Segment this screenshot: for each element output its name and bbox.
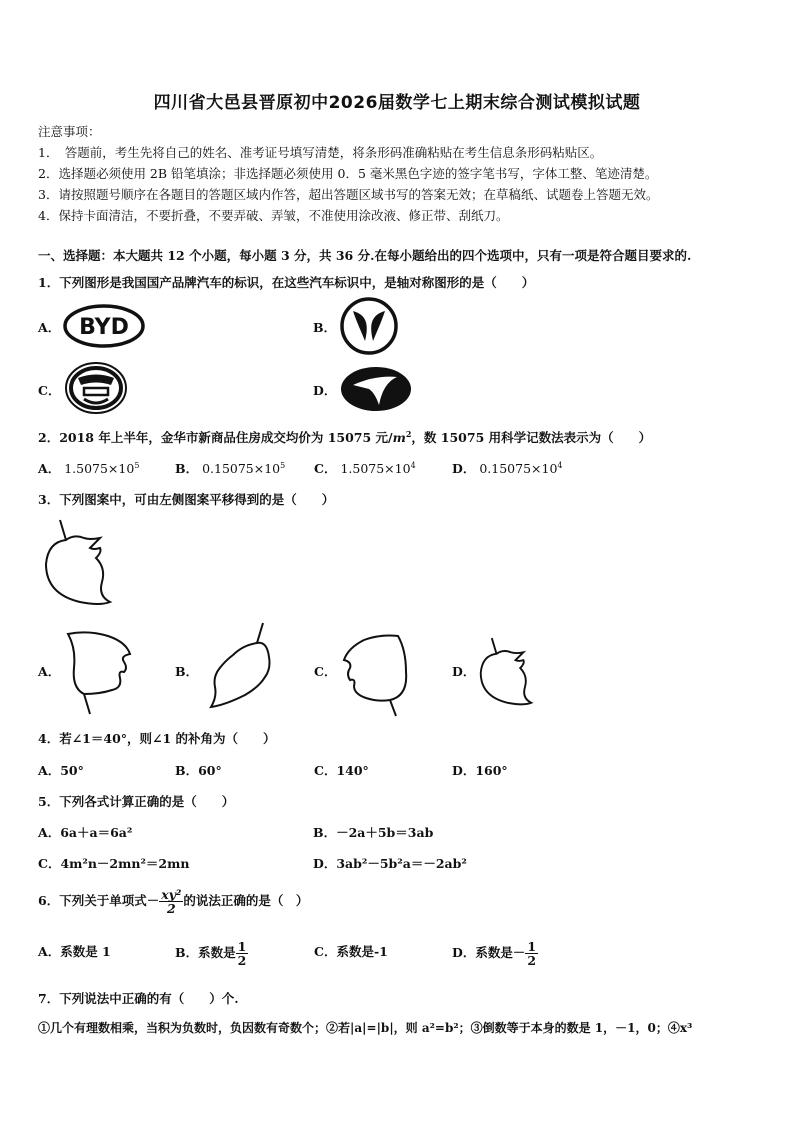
q6-option-d-fraction — [525, 940, 538, 967]
q1-label-b: B． — [313, 320, 337, 335]
q2-option-d — [452, 459, 563, 477]
q2-option-b-label: B． — [175, 461, 199, 476]
leaf-option-a-icon — [62, 628, 134, 716]
section-heading: 一、选择题：本大题共 12 个小题，每小题 3 分，共 36 分.在每小题给出的四个选项中，只有一项是符合题目要求的. — [38, 248, 692, 263]
notice-item-1: 1． 答题前，考生先将自己的姓名、准考证号填写清楚，将条形码准确粘贴在考生信息条形码粘贴区。 — [38, 145, 603, 160]
q6-option-c: C．系数是-1 — [314, 944, 388, 959]
brilliance-logo-icon — [64, 361, 128, 415]
haima-logo-icon — [339, 365, 413, 413]
q6-option-b-fraction — [236, 940, 249, 967]
q5-option-b: B．－2a＋5b＝3ab — [313, 825, 434, 840]
q6-option-b — [175, 940, 248, 967]
q1-label-c: C． — [38, 383, 61, 398]
q2-option-b-exp: 5 — [280, 460, 286, 470]
q6-option-a: A．系数是 1 — [38, 944, 111, 959]
q2-option-d-exp: 4 — [557, 460, 563, 470]
byd-logo-text: BYD — [79, 315, 129, 340]
q2-unit: m — [392, 430, 406, 445]
q6-option-d-den: 2 — [527, 953, 537, 969]
q2-option-d-label: D． — [452, 461, 476, 476]
q5-option-d: D．3ab²－5b²a＝－2ab² — [313, 856, 467, 871]
q6-option-b-den: 2 — [237, 953, 247, 969]
q4-option-a: A．50° — [38, 763, 84, 778]
q5-option-a: A．6a＋a＝6a² — [38, 825, 133, 840]
q3-label-d: D． — [452, 664, 476, 679]
q3-label-a: A． — [38, 664, 61, 679]
q6-option-b-text: B．系数是 — [175, 945, 236, 961]
q6-stem-a: 6．下列关于单项式－ — [38, 893, 160, 909]
q6-fraction-num: xy² — [161, 887, 182, 902]
q6-fraction-den: 2 — [166, 901, 176, 917]
q3-label-b: B． — [175, 664, 199, 679]
leaf-option-b-icon — [205, 621, 279, 711]
notice-item-4: 4．保持卡面清洁，不要折叠，不要弄破、弄皱，不准使用涂改液、修正带、刮纸刀。 — [38, 208, 509, 223]
q1-label-a: A． — [38, 320, 61, 335]
leaf-option-d-icon — [476, 633, 536, 711]
q3-stem: 3．下列图案中，可由左侧图案平移得到的是（ ） — [38, 492, 335, 507]
q2-option-a-label: A． — [38, 461, 61, 476]
q4-option-d: D．160° — [452, 763, 508, 778]
q6-option-d-num: 1 — [527, 939, 537, 954]
q2-unit-exp: 2 — [405, 428, 412, 439]
q2-stem-a: 2．2018 年上半年，金华市新商品住房成交均价为 15075 元/ — [38, 430, 393, 445]
q2-option-b-mantissa: 0.15075×10 — [202, 461, 281, 476]
q7-stem: 7．下列说法中正确的有（ ）个. — [38, 991, 239, 1006]
notice-item-3: 3．请按照题号顺序在各题目的答题区域内作答，超出答题区域书写的答案无效；在草稿纸、试题卷上答题无效。 — [38, 187, 659, 202]
q6-stem — [38, 888, 308, 915]
q1-stem: 1．下列图形是我国国产品牌汽车的标识，在这些汽车标识中，是轴对称图形的是（ ） — [38, 275, 535, 290]
q5-stem: 5．下列各式计算正确的是（ ） — [38, 794, 235, 809]
q4-stem: 4．若∠1＝40°，则∠1 的补角为（ ） — [38, 731, 276, 746]
q2-option-a-mantissa: 1.5075×10 — [64, 461, 135, 476]
q1-label-d: D． — [313, 383, 337, 398]
q4-option-c: C．140° — [314, 763, 369, 778]
q4-option-b: B．60° — [175, 763, 222, 778]
q2-option-c-exp: 4 — [410, 460, 416, 470]
q6-stem-b: 的说法正确的是（ ） — [183, 893, 309, 909]
q2-option-a-exp: 5 — [134, 460, 140, 470]
q2-option-c — [314, 459, 416, 477]
q2-option-d-mantissa: 0.15075×10 — [479, 461, 558, 476]
q6-option-d — [452, 940, 538, 967]
notice-heading: 注意事项： — [38, 124, 101, 139]
q2-option-c-label: C． — [314, 461, 337, 476]
q7-statements: ①几个有理数相乘，当积为负数时，负因数有奇数个；②若|a|=|b|，则 a²=b²；③倒数等于本身的数是 1，－1，0；④x³ — [38, 1021, 693, 1035]
q2-option-b — [175, 459, 285, 477]
notice-item-2: 2．选择题必须使用 2B 铅笔填涂；非选择题必须使用 0．5 毫米黑色字迹的签字笔书写，字体工整、笔迹清楚。 — [38, 166, 658, 181]
q2-option-c-mantissa: 1.5075×10 — [340, 461, 411, 476]
dongfeng-logo-icon — [339, 297, 399, 355]
q6-option-d-text: D．系数是－ — [452, 945, 526, 961]
q2-stem-b: ，数 15075 用科学记数法表示为（ ） — [411, 430, 652, 445]
q3-label-c: C． — [314, 664, 337, 679]
q5-option-c: C．4m²n－2mn²＝2mn — [38, 856, 190, 871]
q2-option-a — [38, 459, 139, 477]
q6-fraction — [159, 888, 183, 915]
byd-logo-icon — [62, 303, 146, 349]
q6-option-b-num: 1 — [237, 939, 247, 954]
leaf-reference-icon — [40, 518, 116, 608]
page-title: 四川省大邑县晋原初中2026届数学七上期末综合测试模拟试题 — [153, 93, 641, 113]
leaf-option-c-icon — [340, 630, 412, 718]
q2-stem — [38, 428, 651, 446]
